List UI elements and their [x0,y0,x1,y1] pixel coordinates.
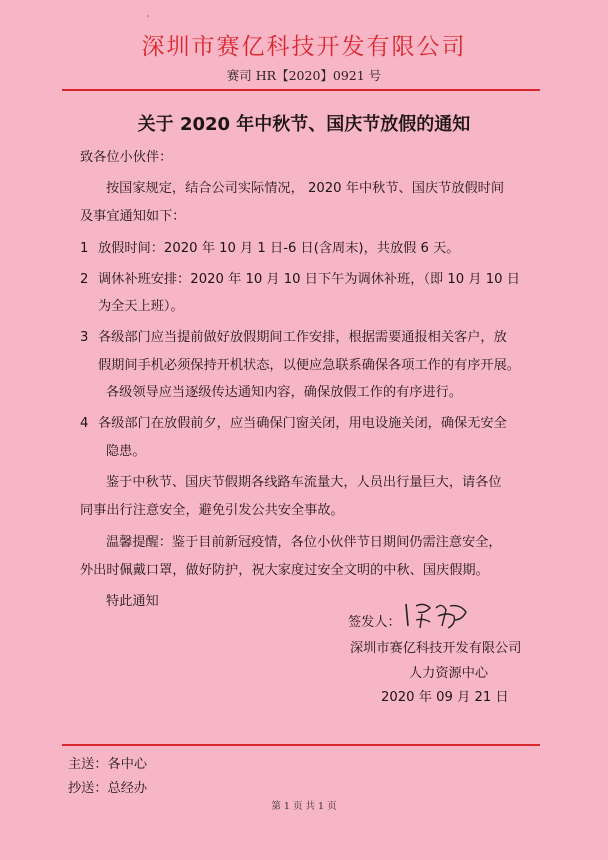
item-3-line-1: 各级部门应当提前做好放假期间工作安排，根据需要通报相关客户，放 [98,330,507,345]
copy-to: 抄送：总经办 [68,781,148,796]
scan-mark: ' [147,14,150,23]
signer-department: 人力资源中心 [409,666,489,681]
item-3-line-2: 假期间手机必须保持开机状态，以便应急联系确保各项工作的有序开展。 [98,358,520,373]
salutation: 致各位小伙伴： [80,150,173,165]
item-1-line-1: 放假时间：2020 年 10 月 1 日-6 日(含周末)，共放假 6 天。 [98,241,460,256]
item-4-line-1: 各级部门在放假前夕，应当确保门窗关闭，用电设施关闭，确保无安全 [98,416,507,431]
item-3-line-3: 各级领导应当逐级传达通知内容，确保放假工作的有序进行。 [106,385,463,400]
company-letterhead-title: 深圳市赛亿科技开发有限公司 [141,34,467,60]
reminder-line-2: 外出时佩戴口罩，做好防护，祝大家度过安全文明的中秋、国庆假期。 [80,563,489,578]
issue-date: 2020 年 09 月 21 日 [381,690,509,705]
item-number: 3 [80,330,89,345]
document-number: 赛司 HR【2020】0921 号 [226,68,382,83]
item-number: 1 [80,241,89,256]
signer-label: 签发人： [348,615,401,630]
signer-company: 深圳市赛亿科技开发有限公司 [350,641,522,656]
item-2-line-2: 为全天上班）。 [98,299,184,314]
intro-line-2: 及事宜通知如下： [80,209,186,224]
closing-text: 特此通知 [106,594,159,609]
item-4-line-2: 隐患。 [106,444,146,459]
item-number: 2 [80,272,89,287]
item-2-line-1: 调休补班安排：2020 年 10 月 10 日下午为调休补班，（即 10 月 10 日 [98,272,520,287]
page-number: 第 1 页 共 1 页 [271,801,337,812]
intro-line-1: 按国家规定，结合公司实际情况， 2020 年中秋节、国庆节放假时间 [106,181,505,196]
item-number: 4 [80,416,89,431]
footer-divider [62,744,540,746]
notice-title: 关于 2020 年中秋节、国庆节放假的通知 [137,114,471,135]
letterhead-divider [62,89,540,91]
traffic-line-2: 同事出行注意安全，避免引发公共安全事故。 [80,503,344,518]
send-to: 主送：各中心 [68,757,148,772]
traffic-line-1: 鉴于中秋节、国庆节假期各线路车流量大，人员出行量巨大，请各位 [106,475,502,490]
handwritten-signature [402,598,472,632]
reminder-line-1: 温馨提醒：鉴于目前新冠疫情，各位小伙伴节日期间仍需注意安全， [106,535,502,550]
